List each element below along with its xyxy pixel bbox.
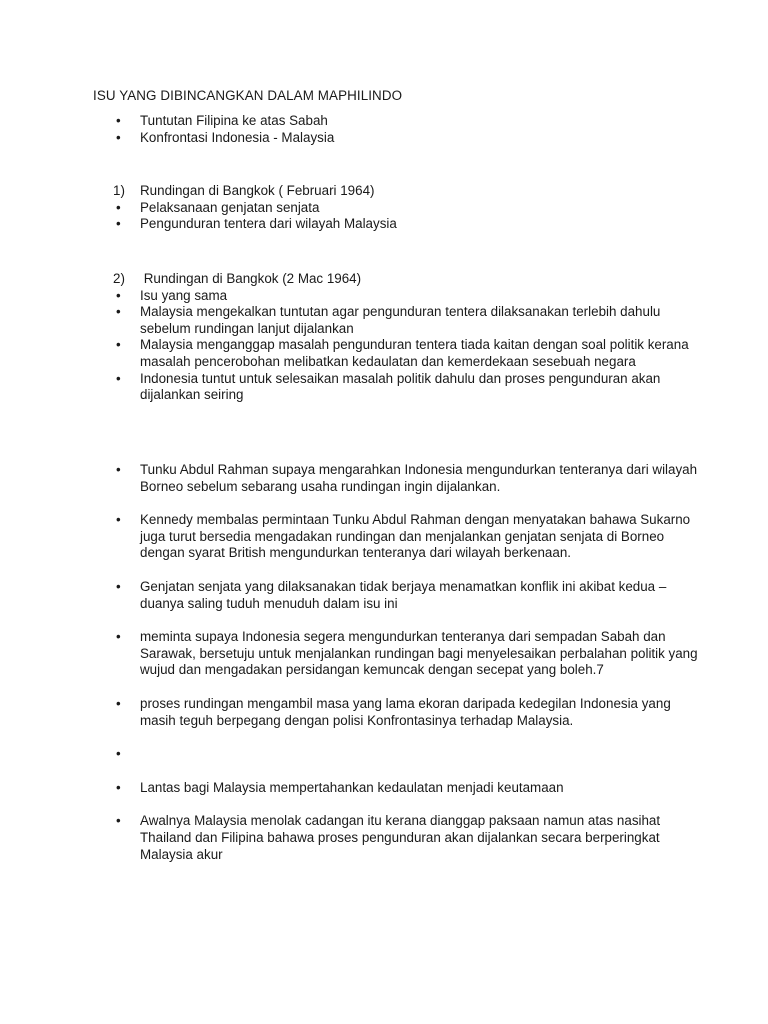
list-item-text: meminta supaya Indonesia segera mengundurkan tenteranya dari sempadan Sabah dan Sarawak, bersetuju untuk menjalankan rundingan bagi menyelesaikan perbalahan politik yang wujud dan mengadakan persidangan kemuncak dengan secepat yang boleh.7 <box>140 629 698 678</box>
list-item-text: Pelaksanaan genjatan senjata <box>140 199 320 215</box>
bullet-icon <box>116 216 130 233</box>
document-title: ISU YANG DIBINCANGKAN DALAM MAPHILINDO <box>93 88 403 103</box>
section-2 <box>113 271 703 404</box>
list-item-text: Lantas bagi Malaysia mempertahankan kedaulatan menjadi keutamaan <box>140 779 564 795</box>
list-item-text: Tuntutan Filipina ke atas Sabah <box>140 113 328 128</box>
list-item-text: Kennedy membalas permintaan Tunku Abdul Rahman dengan menyatakan bahawa Sukarno juga turut bersedia mengadakan rundingan dan menjalankan genjatan senjata di Borneo dengan syarat British mengundurkan tenteranya dari wilayah berkenaan. <box>140 512 691 561</box>
list-item <box>113 579 703 612</box>
list-item-text: Malaysia menganggap masalah pengunduran tentera tiada kaitan dengan soal politik kerana masalah pencerobohan melibatkan kedaulatan dan kemerdekaan sesebuah negara <box>140 337 689 369</box>
notes-list <box>113 462 703 863</box>
list-item-text: proses rundingan mengambil masa yang lama ekoran daripada kedegilan Indonesia yang masih teguh berpegang dengan polisi Konfrontasinya terhadap Malaysia. <box>140 695 671 728</box>
bullet-icon <box>116 780 130 797</box>
bullet-icon <box>116 337 130 354</box>
section-heading-text: Rundingan di Bangkok (2 Mac 1964) <box>140 271 362 286</box>
section-heading <box>113 271 703 288</box>
bullet-icon <box>116 113 130 130</box>
bullet-icon <box>116 696 130 713</box>
list-item <box>113 113 703 130</box>
bullet-icon <box>116 304 130 321</box>
list-item <box>113 304 703 337</box>
list-item-text: Indonesia tuntut untuk selesaikan masalah politik dahulu dan proses pengunduran akan dijalankan seiring <box>140 370 661 403</box>
list-item <box>113 512 703 562</box>
list-item-text: Malaysia mengekalkan tuntutan agar pengunduran tentera dilaksanakan terlebih dahulu sebelum rundingan lanjut dijalankan <box>140 304 661 336</box>
bullet-icon <box>116 512 130 529</box>
section-number: 1) <box>113 183 125 198</box>
bullet-icon <box>116 629 130 646</box>
list-item <box>113 629 703 679</box>
list-item <box>113 288 703 305</box>
list-item <box>113 780 703 797</box>
bullet-icon <box>116 579 130 596</box>
bullet-icon <box>116 813 130 830</box>
section-heading-text: Rundingan di Bangkok ( Februari 1964) <box>140 183 375 198</box>
list-item-empty <box>113 746 703 763</box>
bullet-icon <box>116 746 130 763</box>
list-item <box>113 371 703 404</box>
section-number: 2) <box>113 271 125 286</box>
list-item-text: Tunku Abdul Rahman supaya mengarahkan Indonesia mengundurkan tenteranya dari wilayah Borneo sebelum sebarang usaha rundingan ingin dijalankan. <box>140 462 698 494</box>
list-item <box>113 200 703 217</box>
list-item <box>113 696 703 729</box>
bullet-icon <box>116 130 130 147</box>
bullet-icon <box>116 462 130 479</box>
list-item <box>113 216 703 233</box>
list-item <box>113 337 703 370</box>
list-item-text: Genjatan senjata yang dilaksanakan tidak berjaya menamatkan konflik ini akibat kedua – duanya saling tuduh menuduh dalam isu ini <box>140 578 667 611</box>
list-item-text: Konfrontasi Indonesia - Malaysia <box>140 129 335 145</box>
list-item-text: Awalnya Malaysia menolak cadangan itu kerana dianggap paksaan namun atas nasihat Thailand dan Filipina bahawa proses pengunduran akan dijalankan secara berperingkat Malaysia akur <box>140 813 661 862</box>
bullet-icon <box>116 288 130 305</box>
list-item-text: Pengunduran tentera dari wilayah Malaysia <box>140 216 397 232</box>
list-item <box>113 462 703 495</box>
intro-list <box>113 113 703 146</box>
section-heading <box>113 183 703 200</box>
section-1 <box>113 183 703 233</box>
bullet-icon <box>116 371 130 388</box>
list-item <box>113 130 703 147</box>
list-item-text: Isu yang sama <box>140 287 228 303</box>
list-item <box>113 813 703 863</box>
bullet-icon <box>116 200 130 217</box>
